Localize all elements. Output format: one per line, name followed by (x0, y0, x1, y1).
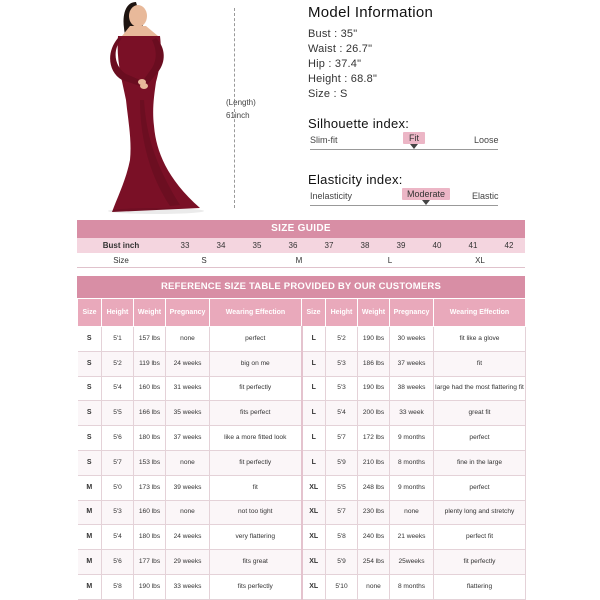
table-cell: 254 lbs (358, 550, 390, 575)
table-row (78, 574, 526, 599)
table-cell: 119 lbs (134, 351, 166, 376)
table-cell: M (78, 475, 102, 500)
table-cell: XL (302, 500, 326, 525)
reference-header-row (78, 299, 526, 327)
table-cell: 153 lbs (134, 450, 166, 475)
table-cell: XL (302, 574, 326, 599)
bust-value: 34 (216, 241, 226, 250)
table-row (78, 500, 526, 525)
table-cell: 5'2 (326, 327, 358, 352)
silhouette-selected-pill: Fit (403, 132, 425, 144)
table-cell: 240 lbs (358, 525, 390, 550)
table-cell: 5'0 (102, 475, 134, 500)
table-cell: XL (302, 475, 326, 500)
column-header: Height (326, 299, 358, 327)
column-header: Wearing Effection (434, 299, 526, 327)
table-cell: 180 lbs (134, 525, 166, 550)
bust-value: 36 (288, 241, 298, 250)
size-row (77, 253, 525, 268)
table-cell: big on me (210, 351, 302, 376)
table-cell: like a more fitted look (210, 426, 302, 451)
model-face (129, 5, 147, 27)
table-cell: 5'7 (326, 426, 358, 451)
table-cell: 160 lbs (134, 500, 166, 525)
table-cell: 25weeks (390, 550, 434, 575)
size-guide (77, 220, 525, 270)
silhouette-right-label: Loose (474, 135, 499, 145)
table-cell: M (78, 550, 102, 575)
table-cell: 5'6 (102, 550, 134, 575)
table-cell: 8 months (390, 574, 434, 599)
model-height: Height : 68.8" (308, 73, 378, 85)
table-cell: 5'8 (102, 574, 134, 599)
table-cell: 5'10 (326, 574, 358, 599)
table-cell: fit perfectly (210, 376, 302, 401)
table-cell: none (358, 574, 390, 599)
table-cell: L (302, 426, 326, 451)
table-cell: 186 lbs (358, 351, 390, 376)
size-row-label: Size (113, 256, 129, 265)
table-cell: 35 weeks (166, 401, 210, 426)
table-cell: 9 months (390, 426, 434, 451)
table-cell: S (78, 450, 102, 475)
size-value: S (201, 256, 207, 265)
table-cell: 21 weeks (390, 525, 434, 550)
table-cell: S (78, 401, 102, 426)
table-cell: S (78, 351, 102, 376)
table-cell: L (302, 450, 326, 475)
table-cell: 5'8 (326, 525, 358, 550)
table-cell: 5'4 (326, 401, 358, 426)
column-header: Size (302, 299, 326, 327)
table-row (78, 450, 526, 475)
table-cell: 31 weeks (166, 376, 210, 401)
table-cell: none (166, 450, 210, 475)
table-cell: flattering (434, 574, 526, 599)
table-cell: 9 months (390, 475, 434, 500)
table-cell: 166 lbs (134, 401, 166, 426)
table-cell: fits great (210, 550, 302, 575)
table-cell: L (302, 401, 326, 426)
table-cell: fine in the large (434, 450, 526, 475)
column-header: Weight (358, 299, 390, 327)
bust-value: 42 (504, 241, 514, 250)
table-cell: 180 lbs (134, 426, 166, 451)
table-cell: 190 lbs (358, 327, 390, 352)
table-cell: none (166, 500, 210, 525)
table-cell: 5'3 (102, 500, 134, 525)
table-cell: 39 weeks (166, 475, 210, 500)
table-cell: not too tight (210, 500, 302, 525)
bust-value: 37 (324, 241, 334, 250)
table-cell: 5'7 (326, 500, 358, 525)
silhouette-scale-line (310, 149, 498, 150)
bust-row (77, 238, 525, 253)
table-cell: 24 weeks (166, 351, 210, 376)
table-cell: 5'1 (102, 327, 134, 352)
table-cell: 5'6 (102, 426, 134, 451)
model-bust: Bust : 35" (308, 28, 358, 40)
table-cell: 230 lbs (358, 500, 390, 525)
table-cell: L (302, 351, 326, 376)
bust-value: 41 (468, 241, 478, 250)
reference-table (77, 298, 526, 600)
bust-value: 39 (396, 241, 406, 250)
table-cell: fit like a glove (434, 327, 526, 352)
table-cell: fit perfectly (210, 450, 302, 475)
table-cell: none (390, 500, 434, 525)
column-header: Size (78, 299, 102, 327)
table-cell: perfect fit (434, 525, 526, 550)
table-cell: 5'5 (102, 401, 134, 426)
floor-shadow (108, 208, 204, 214)
table-cell: 200 lbs (358, 401, 390, 426)
column-header: Height (102, 299, 134, 327)
table-cell: S (78, 327, 102, 352)
size-value: M (295, 256, 303, 265)
table-cell: XL (302, 525, 326, 550)
table-cell: 30 weeks (390, 327, 434, 352)
column-header: Pregnancy (390, 299, 434, 327)
table-cell: 5'3 (326, 376, 358, 401)
column-header: Weight (134, 299, 166, 327)
length-label (226, 96, 256, 122)
table-cell: 33 week (390, 401, 434, 426)
table-cell: L (302, 327, 326, 352)
model-waist: Waist : 26.7" (308, 43, 373, 55)
model-photo (100, 0, 240, 216)
table-row (78, 351, 526, 376)
bust-row-label: Bust inch (102, 241, 140, 250)
table-cell: 5'4 (102, 376, 134, 401)
table-cell: 190 lbs (358, 376, 390, 401)
reference-title: REFERENCE SIZE TABLE PROVIDED BY OUR CUSTOMERS (77, 276, 525, 298)
size-guide-title: SIZE GUIDE (77, 220, 525, 238)
table-cell: 24 weeks (166, 525, 210, 550)
silhouette-left-label: Slim-fit (310, 135, 338, 145)
table-cell: L (302, 376, 326, 401)
table-cell: fits perfectly (210, 574, 302, 599)
table-cell: fits perfect (210, 401, 302, 426)
table-cell: 29 weeks (166, 550, 210, 575)
bust-value: 33 (180, 241, 190, 250)
table-row (78, 550, 526, 575)
table-cell: S (78, 426, 102, 451)
table-row (78, 475, 526, 500)
elasticity-left-label: Inelasticity (310, 191, 353, 201)
table-cell: XL (302, 550, 326, 575)
table-cell: perfect (434, 426, 526, 451)
table-cell: S (78, 376, 102, 401)
elasticity-title: Elasticity index: (308, 172, 403, 187)
table-cell: fit (210, 475, 302, 500)
elasticity-selected-pill: Moderate (402, 188, 450, 200)
table-cell: great fit (434, 401, 526, 426)
length-value-text: 61inch (226, 111, 250, 120)
bust-value: 38 (360, 241, 370, 250)
size-value: XL (475, 256, 485, 265)
elasticity-right-label: Elastic (472, 191, 499, 201)
table-cell: 5'4 (102, 525, 134, 550)
column-header: Pregnancy (166, 299, 210, 327)
table-cell: none (166, 327, 210, 352)
silhouette-title: Silhouette index: (308, 116, 410, 131)
table-cell: 177 lbs (134, 550, 166, 575)
table-row (78, 327, 526, 352)
table-cell: 5'9 (326, 450, 358, 475)
table-cell: 157 lbs (134, 327, 166, 352)
model-size: Size : S (308, 88, 348, 100)
table-cell: 8 months (390, 450, 434, 475)
table-cell: 37 weeks (166, 426, 210, 451)
model-info-title: Model Information (308, 4, 434, 21)
table-row (78, 401, 526, 426)
table-cell: 5'7 (102, 450, 134, 475)
table-cell: 160 lbs (134, 376, 166, 401)
table-cell: 248 lbs (358, 475, 390, 500)
table-cell: perfect (434, 475, 526, 500)
size-value: L (387, 256, 393, 265)
table-cell: very flattering (210, 525, 302, 550)
reference-body (78, 327, 526, 600)
table-cell: 37 weeks (390, 351, 434, 376)
table-cell: perfect (210, 327, 302, 352)
table-row (78, 426, 526, 451)
table-cell: M (78, 574, 102, 599)
column-header: Wearing Effection (210, 299, 302, 327)
table-cell: fit (434, 351, 526, 376)
reference-size-table (77, 276, 525, 600)
table-cell: 190 lbs (134, 574, 166, 599)
model-hip: Hip : 37.4" (308, 58, 362, 70)
table-cell: 173 lbs (134, 475, 166, 500)
bust-value: 35 (252, 241, 262, 250)
bust-value: 40 (432, 241, 442, 250)
table-cell: 33 weeks (166, 574, 210, 599)
table-row (78, 376, 526, 401)
table-cell: 210 lbs (358, 450, 390, 475)
table-row (78, 525, 526, 550)
table-cell: large had the most flattering fit (434, 376, 526, 401)
table-cell: 5'9 (326, 550, 358, 575)
table-cell: fit perfectly (434, 550, 526, 575)
table-cell: M (78, 525, 102, 550)
model-hand-right (140, 83, 148, 89)
table-cell: 172 lbs (358, 426, 390, 451)
length-label-text: (Length) (226, 98, 256, 107)
table-cell: 5'2 (102, 351, 134, 376)
table-cell: 5'5 (326, 475, 358, 500)
table-cell: plenty long and stretchy (434, 500, 526, 525)
table-cell: 38 weeks (390, 376, 434, 401)
table-cell: 5'3 (326, 351, 358, 376)
elasticity-scale-line (310, 205, 498, 206)
table-cell: M (78, 500, 102, 525)
